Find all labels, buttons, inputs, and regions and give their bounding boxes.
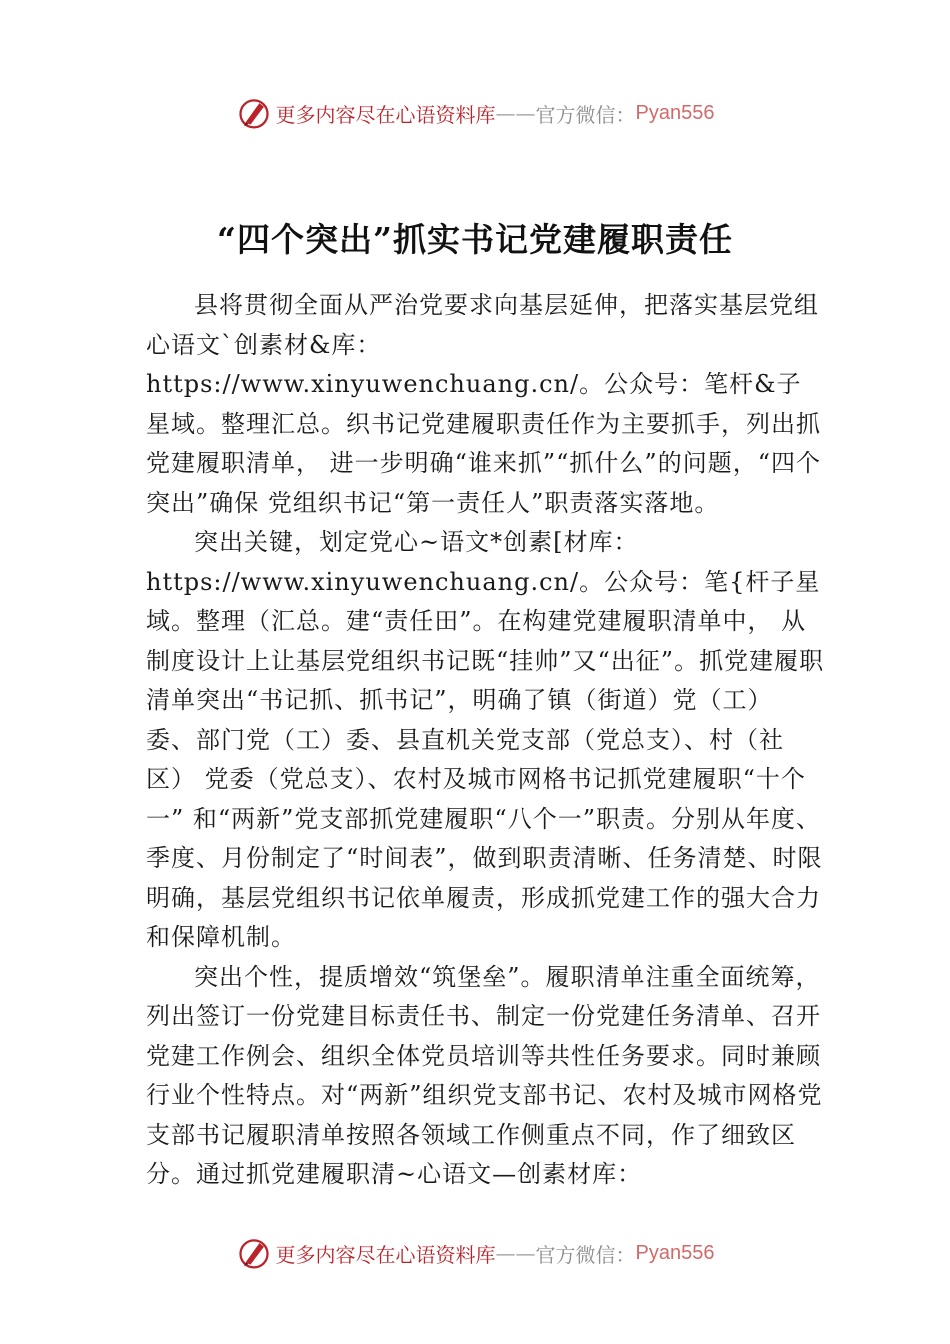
pen-logo-icon — [236, 1235, 272, 1271]
wechat-id: Pyan556 — [635, 101, 715, 124]
banner-separator: —— — [495, 101, 536, 125]
paragraph: 县将贯彻全面从严治党要求向基层延伸，把落实基层党组心语文`创素材&库：https://www.xinyuwenchuang.cn/。公众号：笔杆&子星域。整理汇总。织书记党建履职责任作为主要抓手，列出抓党建履职清单， 进一步明确“谁来抓”“抓什么”的问题，“四个突出”确保 党组织书记“第一责任人”职责落实落地。 — [146, 291, 821, 517]
document-title: “四个突出”抓实书记党建履职责任 — [217, 220, 733, 260]
paragraph: 突出个性，提质增效“筑堡垒”。履职清单注重全面统筹，列出签订一份党建目标责任书、制定一份党建任务清单、召开党建工作例会、组织全体党员培训等共性任务要求。同时兼顾行业个性特点。对“两新”组织党支部书记、农村及城市网格党支部书记履职清单按照各领域工作侧重点不同，作了细致区分。通过抓党建履职清~心语文—创素材库： — [146, 962, 823, 1188]
banner-lead-text: 更多内容尽在心语资料库 — [275, 102, 496, 127]
wechat-label: 官方微信： — [535, 1242, 636, 1267]
wechat-id: Pyan556 — [635, 1241, 715, 1264]
document-body — [146, 286, 826, 1195]
wechat-label: 官方微信： — [535, 102, 636, 127]
banner-lead-text: 更多内容尽在心语资料库 — [275, 1242, 496, 1267]
footer-banner — [0, 1228, 950, 1278]
banner-separator: —— — [495, 1241, 536, 1265]
paragraph: 突出关键，划定党心~语文*创素[材库：https://www.xinyuwenchuang.cn/。公众号：笔{杆子星域。整理（汇总。建“责任田”。在构建党建履职清单中， 从制度设计上让基层党组织书记既“挂帅”又“出征”。抓党建履职清单突出“书记抓、抓书记”，明确了镇（街道）党（工） 委、部门党（工）委、县直机关党支部（党总支）、村（社区） 党委（党总支）、农村及城市网格书记抓党建履职“十个一” 和“两新”党支部抓党建履职“八个一”职责。分别从年度、季度、月份制定了“时间表”，做到职责清晰、任务清楚、时限明确，基层党组织书记依单履责，形成抓党建工作的强大合力和保障机制。 — [146, 528, 825, 951]
header-banner — [0, 88, 950, 138]
pen-logo-icon — [236, 95, 272, 131]
